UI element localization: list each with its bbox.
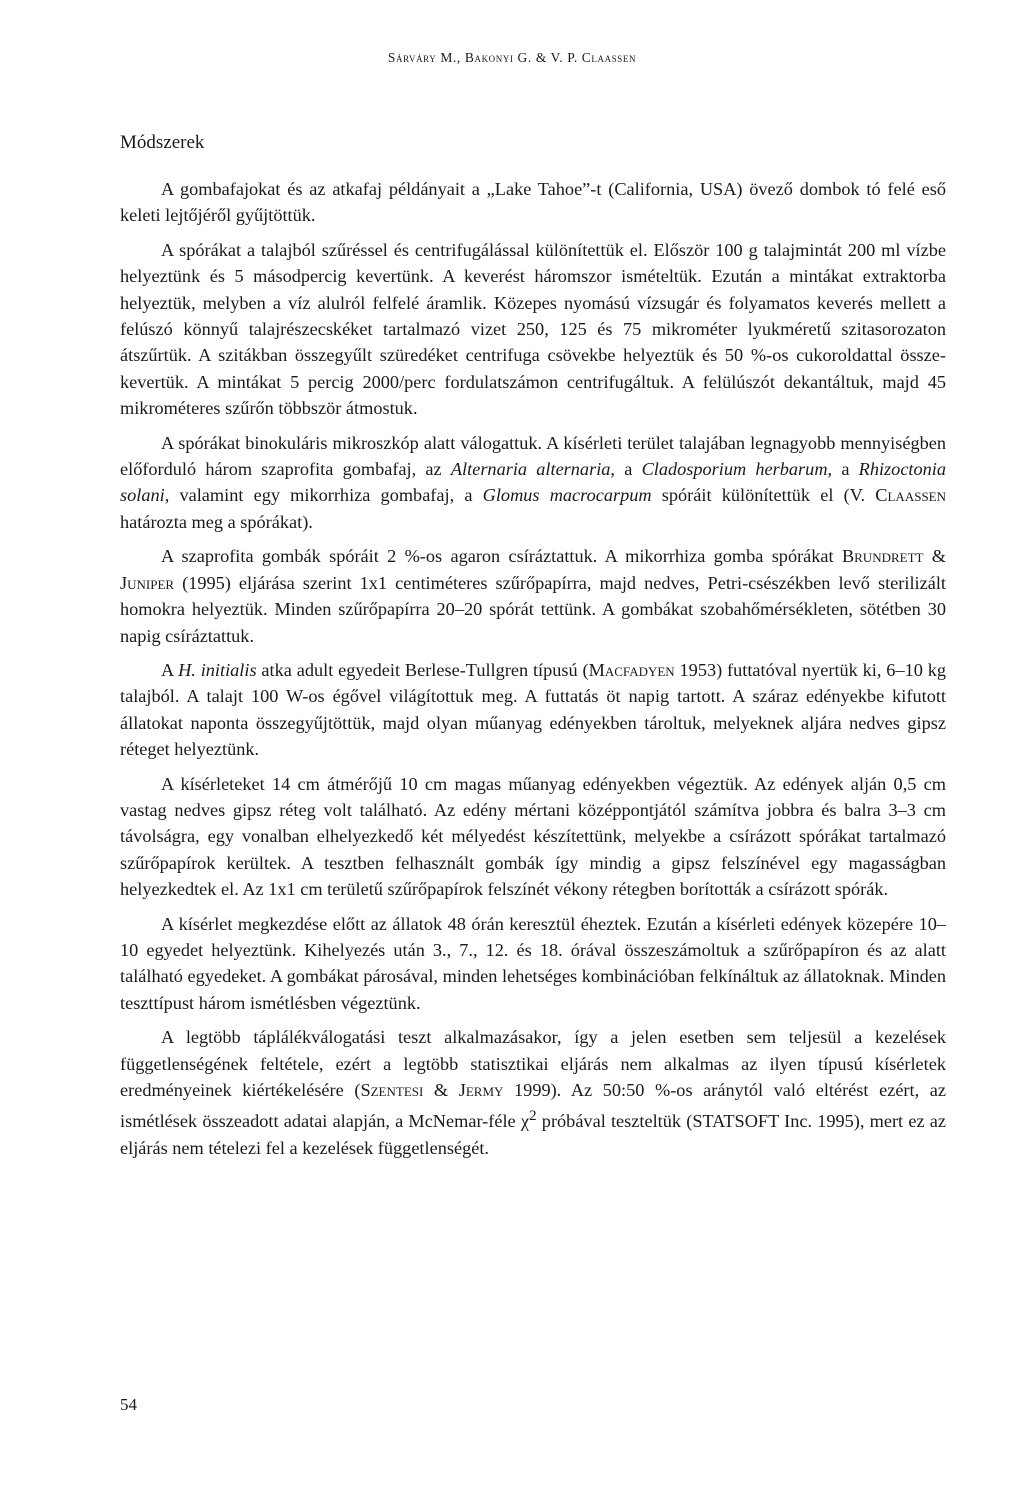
paragraph-2: A spórákat a talajból szűréssel és centrifugálással különítettük el. Először 100 g talajmintát 200 ml vízbe helyeztünk és 5 másodpercig kevertünk. A keverést háromszor ismételtük. Ezután a mintákat extraktorba helyeztük, melyben a víz alulról felfelé áramlik. Közepes nyomású vízsugár és folyamatos keverés mellett a felúszó könnyű talajrészecskéket tartalmazó vizet 250, 125 és 75 mikrométer lyukméretű szitasorozaton átszűrtük. A szitákban összegyűlt szüredéket centrifuga csövekbe helyeztük és 50 %-os cukoroldattal összekevertük. A mintákat 5 percig 2000/perc fordulatszámon centrifugáltuk. A felülúszót dekantáltuk, majd 45 mikrométeres szűrőn többször átmostuk. [120, 239, 946, 419]
text-run: spóráit különítettük el (V. [651, 485, 876, 506]
page-number: 54 [120, 1395, 137, 1414]
author-name: Claassen [875, 485, 946, 506]
author-name: Jermy [458, 1080, 504, 1100]
author-name: Brundrett [841, 546, 924, 567]
paragraph-6: A kísérleteket 14 cm átmérőjű 10 cm magas műanyag edényekben végeztük. Az edények alján 0,5 cm vastag nedves gipsz réteg volt található. Az edény mértani középpontjától számítva jobbra és balra 3–3 cm távolságra, egy vonalban elhelyezkedő két mélyedést készítettünk, melyekbe a csírázott spórákat tartalmazó szűrőpapírok kerültek. A tesztben felhasznált gombák így mindig a gipsz felszínével egy magasságban helyezkedtek el. Az 1x1 cm területű szűrőpapírok felszínét vékony rétegben borították a csírázott spórák. [120, 773, 946, 900]
text-run: , valamint egy mikorrhiza gombafaj, a [164, 485, 483, 506]
running-head: Sárváry M., Bakonyi G. & V. P. Claassen [387, 50, 637, 65]
author-name: Szentesi [360, 1080, 424, 1100]
text-run: & [923, 546, 946, 567]
body-text [120, 176, 946, 1169]
species-name: Glomus macrocarpum [482, 485, 652, 506]
text-run: , a [827, 459, 859, 480]
species-name: Cladosporium herbarum [641, 459, 828, 480]
species-name: Rhizoctonia solani [120, 459, 947, 506]
paragraph-4 [120, 543, 946, 649]
text-run: 1999). Az 50:50 %-os aránytól való eltérést ezért, az ismétlések összeadott adatai alapján, a McNemar-féle χ [120, 1080, 946, 1132]
author-name: Macfadyen [588, 659, 675, 680]
paragraph-8 [120, 1024, 946, 1161]
text-run: A szaprofita gombák spóráit 2 %-os agaron csíráztattuk. A mikorrhiza gomba spórákat [161, 546, 842, 567]
text-run: & [423, 1080, 459, 1100]
text-run: 1953) futtatóval nyertük ki, 6–10 kg talajból. A talajt 100 W-os égővel világítottuk meg. A futtatás öt napig tartott. A száraz edényekbe kifutott állatokat naponta összegyűjtöttük, majd olyan műanyag edényekben tároltuk, melyeknek aljára nedves gipsz réteget helyeztünk. [120, 659, 946, 760]
paragraph-5 [120, 657, 946, 763]
paragraph-7: A kísérlet megkezdése előtt az állatok 48 órán keresztül éheztek. Ezután a kísérleti edények közepére 10–10 egyedet helyeztünk. Kihelyezés után 3., 7., 12. és 18. órával összeszámoltuk a szűrőpapíron és az alatt található egyedeket. A gombákat párosával, minden lehetséges kombinációban felkínáltuk az állatoknak. Minden teszttípust három ismétlésben végeztünk. [120, 913, 946, 1013]
text-run: (1995) eljárása szerint 1x1 centiméteres szűrőpapírra, majd nedves, Petri-csészékben levő sterilizált homokra helyeztük. Minden szűrőpapírra 20–20 spórát tettünk. A gombákat szobahőmérsékleten, sötétben 30 napig csíráztattuk. [120, 572, 946, 646]
paragraph-1: A gombafajokat és az atkafaj példányait a „Lake Tahoe”-t (California, USA) övező dombok tó felé eső keleti lejtőjéről gyűjtöttük. [120, 179, 946, 226]
text-run: , a [610, 459, 642, 480]
species-name: Alternaria alternaria [450, 459, 611, 480]
author-name: Juniper [120, 572, 175, 593]
paragraph-3 [120, 430, 946, 536]
text-run: A legtöbb táplálékválogatási teszt alkalmazásakor, így a jelen esetben sem teljesül a kezelések függetlenségének feltétele, ezért a legtöbb statisztikai eljárás nem alkalmas az ilyen típusú kísérletek eredményeinek kiértékelésére ( [120, 1027, 946, 1100]
chi-square-exponent: 2 [528, 1107, 537, 1125]
text-run: A spórákat binokuláris mikroszkóp alatt válogattuk. A kísérleti terület talajában legnagyobb mennyiségben előforduló három szaprofita gombafaj, az [120, 432, 946, 480]
text-run: határozta meg a spórákat). [120, 511, 313, 532]
text-run: A [161, 659, 179, 680]
species-name: H. initialis [178, 659, 257, 680]
section-title: Módszerek [120, 132, 205, 153]
text-run: atka adult egyedeit Berlese-Tullgren típusú ( [256, 659, 589, 680]
text-run: próbával teszteltük (STATSOFT Inc. 1995), mert ez az eljárás nem tételezi fel a kezelések függetlenségét. [120, 1111, 946, 1158]
